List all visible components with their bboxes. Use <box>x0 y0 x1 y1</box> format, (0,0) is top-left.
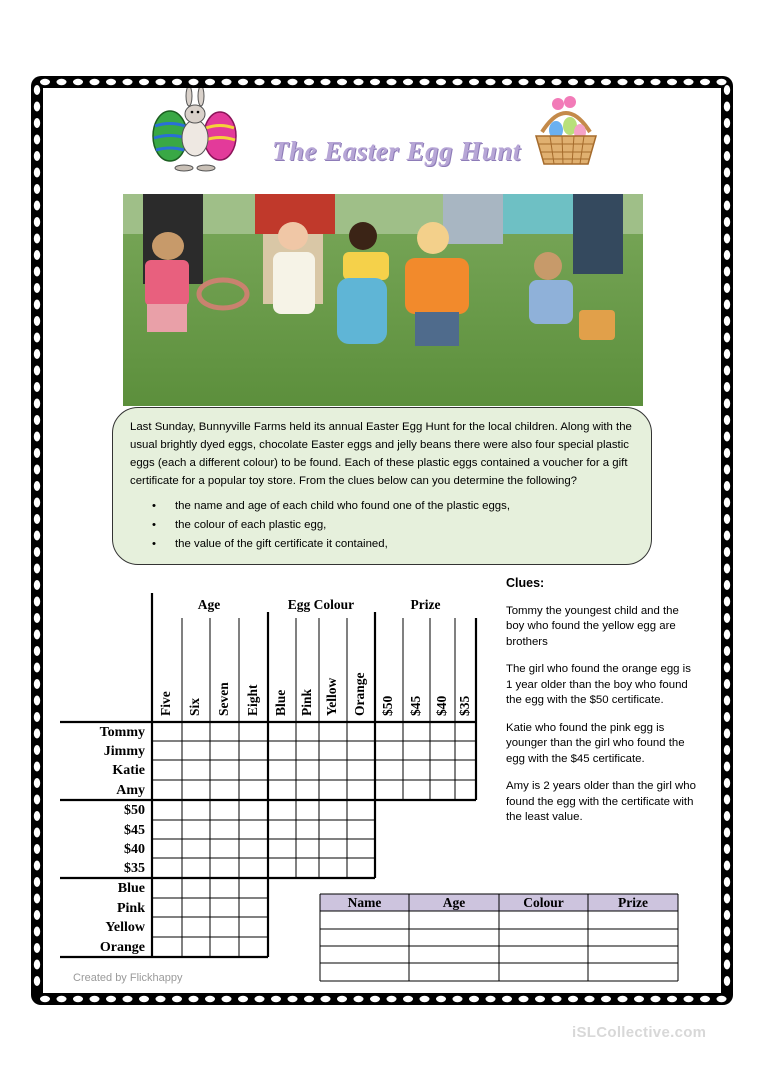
instructions-bullet: • the name and age of each child who found one of the plastic eggs, <box>130 497 633 516</box>
clues-heading: Clues: <box>506 576 545 590</box>
clue-item: Tommy the youngest child and the boy who found the yellow egg are brothers <box>506 604 679 648</box>
grid-column-label: $45 <box>407 695 423 716</box>
grid-row-label: Amy <box>116 783 145 798</box>
answer-header-age: Age <box>442 895 466 910</box>
grid-column-label: Six <box>187 697 202 716</box>
group-label-prize: Prize <box>410 597 441 612</box>
group-label-egg-colour: Egg Colour <box>287 597 355 612</box>
clue-item: Katie who found the pink egg is younger than the girl who found the egg with the $45 certificate. <box>506 721 685 765</box>
answer-header-prize: Prize <box>618 895 648 910</box>
grid-row-label: Pink <box>116 901 145 916</box>
grid-row-label: $45 <box>124 823 145 838</box>
grid-row-label: Yellow <box>105 920 145 935</box>
instructions-bullet: • the colour of each plastic egg, <box>130 516 633 535</box>
grid-row-label: Tommy <box>99 725 145 740</box>
instructions-bullet: • the value of the gift certificate it contained, <box>130 535 633 554</box>
grid-row-label: Blue <box>117 881 145 896</box>
grid-column-label: Blue <box>273 689 288 716</box>
site-watermark: iSLCollective.com <box>572 1024 707 1041</box>
grid-row-label: $50 <box>124 803 145 818</box>
clue-item: The girl who found the orange egg is 1 year older than the boy who found the egg with the $50 certificate. <box>506 663 691 706</box>
clue-item: Amy is 2 years older than the girl who found the egg with the certificate with the least value. <box>506 780 696 823</box>
grid-row-label: Jimmy <box>103 744 145 759</box>
grid-row-label: Katie <box>112 763 145 778</box>
group-label-age: Age <box>197 597 221 612</box>
grid-column-label: Yellow <box>324 677 339 716</box>
answer-header-colour: Colour <box>523 895 564 910</box>
grid-column-label: Orange <box>352 672 367 716</box>
instructions-paragraph: Last Sunday, Bunnyville Farms held its annual Easter Egg Hunt for the local children. Along with the usual brightly dyed eggs, chocolate Easter eggs and jelly beans there were also four special plastic eggs (each a different colour) to be found. Each of these plastic eggs contained a voucher for a gift certificate for a popular toy store. From the clues below can you determine the following? <box>130 421 632 487</box>
grid-column-label: Pink <box>298 688 314 716</box>
credit-text: Created by Flickhappy <box>73 972 183 984</box>
grid-column-label: $50 <box>380 695 395 716</box>
grid-column-label: Five <box>158 691 173 716</box>
grid-row-label: $35 <box>124 861 145 876</box>
grid-column-label: $40 <box>433 695 449 716</box>
answer-header-name: Name <box>347 895 382 910</box>
grid-column-label: Seven <box>215 682 231 716</box>
page-title: The Easter Egg Hunt <box>272 136 521 166</box>
grid-row-label: Orange <box>99 940 145 955</box>
grid-column-label: $35 <box>456 695 472 716</box>
grid-column-label: Eight <box>244 684 260 716</box>
grid-row-label: $40 <box>124 842 145 857</box>
